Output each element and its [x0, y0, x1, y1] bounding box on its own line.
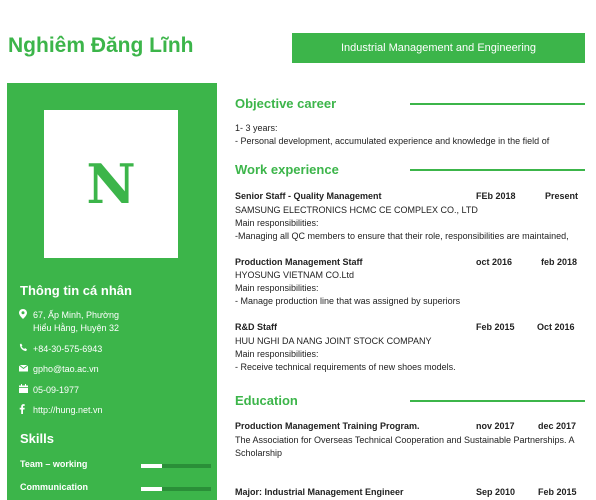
address-text: 67, Ấp Minh, Phường Hiểu Hằng, Huyện 32	[33, 310, 120, 333]
job-end-date: Present	[545, 191, 579, 201]
job-start-date: FEb 2018	[476, 191, 516, 201]
position-banner	[292, 33, 585, 63]
birthday-row	[19, 384, 79, 397]
facebook-icon	[19, 404, 33, 418]
job-role: Senior Staff - Quality Management	[235, 191, 382, 201]
mail-icon	[19, 363, 33, 376]
job-company: HUU NGHI DA NANG JOINT STOCK COMPANY	[235, 336, 432, 346]
sidebar	[7, 83, 217, 500]
job-resp: - Manage production line that was assigned by superiors	[235, 296, 461, 306]
skill-row	[20, 459, 210, 471]
candidate-name: Nghiêm Đăng Lĩnh	[8, 34, 194, 57]
position-title: Industrial Management and Engineering	[340, 42, 537, 54]
education-end-date: dec 2017	[538, 421, 577, 431]
skill-label: Team – working	[20, 459, 88, 469]
section-divider	[410, 400, 585, 402]
address-row	[19, 309, 119, 335]
job-resp-label: Main responsibilities:	[235, 283, 319, 293]
website-row	[19, 404, 103, 418]
job-resp-label: Main responsibilities:	[235, 349, 319, 359]
personal-info-heading: Thông tin cá nhân	[20, 283, 132, 298]
job-end-date: feb 2018	[541, 257, 578, 267]
skill-bar-fill	[141, 487, 162, 491]
job-resp: - Receive technical requirements of new shoes models.	[235, 362, 456, 372]
job-resp-label: Main responsibilities:	[235, 218, 319, 228]
job-start-date: Feb 2015	[476, 322, 515, 332]
education-start-date: Sep 2010	[476, 487, 516, 497]
email-text: gpho@tao.ac.vn	[33, 364, 99, 374]
job-company: HYOSUNG VIETNAM CO.Ltd	[235, 270, 355, 280]
birthday-text: 05-09-1977	[33, 385, 80, 395]
objective-line: - Personal development, accumulated experience and knowledge in the field of	[235, 136, 550, 146]
objective-heading: Objective career	[235, 96, 337, 111]
skill-label: Communication	[20, 482, 89, 492]
skill-bar-track	[141, 464, 211, 468]
education-program: Major: Industrial Management Engineer	[235, 487, 404, 497]
skill-bar-fill	[141, 464, 162, 468]
work-heading: Work experience	[235, 162, 339, 177]
education-end-date: Feb 2015	[538, 487, 577, 497]
skills-heading: Skills	[20, 431, 54, 446]
education-program: Production Management Training Program.	[235, 421, 420, 431]
phone-icon	[19, 343, 33, 356]
job-resp: -Managing all QC members to ensure that their role, responsibilities are maintained,	[235, 231, 569, 241]
education-heading: Education	[235, 393, 298, 408]
phone-row	[19, 343, 102, 356]
job-role: R&D Staff	[235, 322, 277, 332]
skill-bar-track	[141, 487, 211, 491]
phone-text: +84-30-575-6943	[33, 344, 103, 354]
education-detail: The Association for Overseas Technical Cooperation and Sustainable Partnerships. A	[235, 435, 575, 445]
objective-line: 1- 3 years:	[235, 123, 278, 133]
calendar-icon	[19, 384, 33, 397]
email-row	[19, 363, 99, 376]
job-role: Production Management Staff	[235, 257, 363, 267]
section-divider	[410, 169, 585, 171]
education-start-date: nov 2017	[476, 421, 515, 431]
job-end-date: Oct 2016	[537, 322, 575, 332]
map-pin-icon	[19, 309, 33, 323]
job-company: SAMSUNG ELECTRONICS HCMC CE COMPLEX CO., LTD	[235, 205, 478, 215]
avatar-initial: N	[86, 152, 136, 216]
section-divider	[410, 103, 585, 105]
skill-row	[20, 482, 210, 494]
avatar	[44, 110, 178, 258]
job-start-date: oct 2016	[476, 257, 513, 267]
website-link[interactable]: http://hung.net.vn	[33, 405, 103, 415]
education-detail: Scholarship	[235, 448, 283, 458]
